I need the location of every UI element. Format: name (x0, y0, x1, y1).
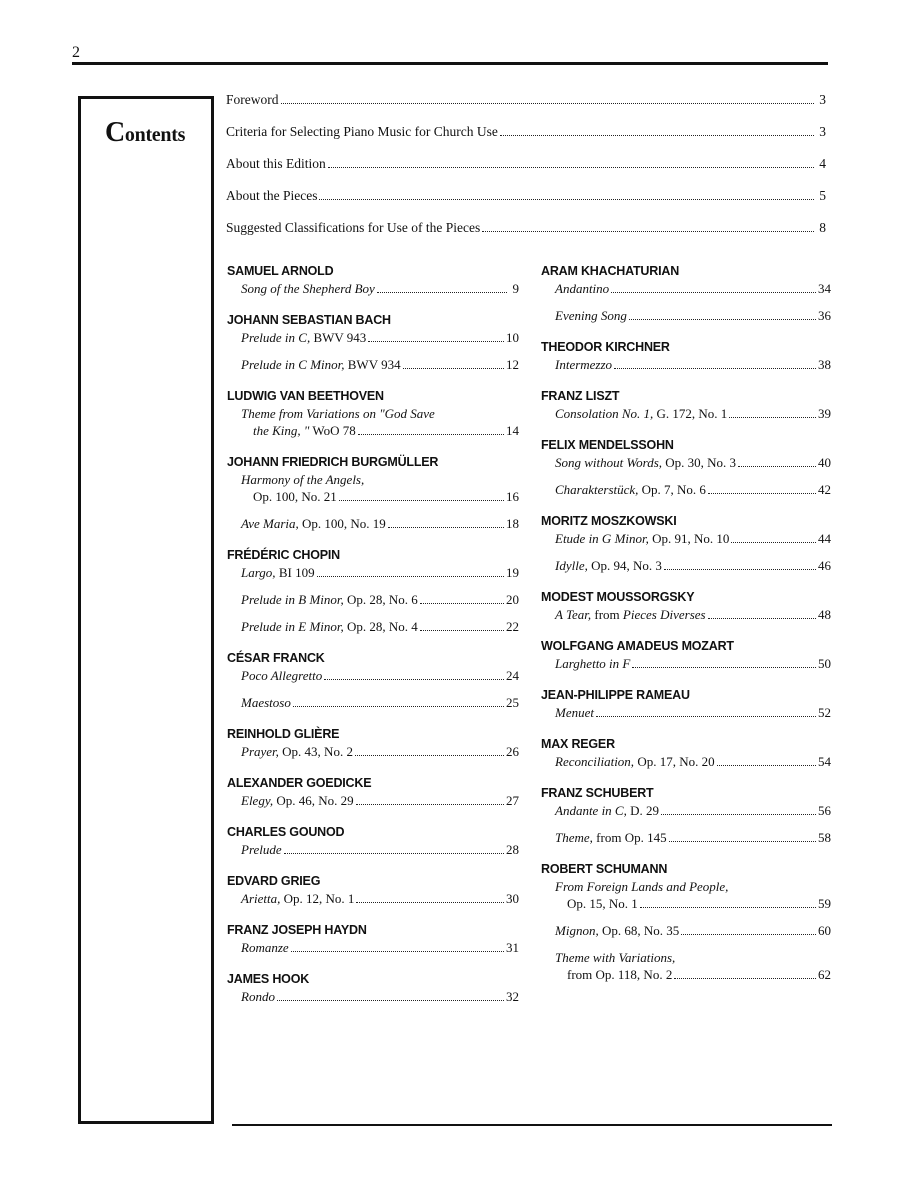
composer-name: ARAM KHACHATURIAN (541, 264, 680, 278)
composer-name: LUDWIG VAN BEETHOVEN (227, 389, 384, 403)
piece-title-wrap (555, 606, 706, 623)
dot-leader (291, 951, 504, 952)
dot-leader (681, 934, 816, 935)
dot-leader (661, 814, 816, 815)
piece-page: 30 (506, 891, 519, 906)
composer-name: FRÉDÉRIC CHOPIN (227, 548, 340, 562)
piece-title-wrap (241, 890, 354, 907)
piece-catalog: Op. 28, No. 6 (343, 592, 418, 607)
composer-name: CÉSAR FRANCK (227, 651, 325, 665)
piece-page: 31 (506, 940, 519, 955)
piece-title-line (555, 878, 831, 895)
piece-title-wrap (241, 988, 275, 1005)
piece-page: 50 (818, 656, 831, 671)
piece-entry (541, 606, 831, 623)
dot-leader (368, 341, 504, 342)
piece-entry (541, 557, 831, 574)
piece-entry (541, 307, 831, 324)
piece-page: 42 (818, 482, 831, 497)
piece-entry (227, 356, 519, 373)
piece-page: 22 (506, 619, 519, 634)
piece-page: 28 (506, 842, 519, 857)
piece-catalog: from (591, 607, 623, 622)
piece-entry (541, 802, 831, 819)
dot-leader (731, 542, 816, 543)
piece-title-wrap (241, 591, 418, 608)
piece-title-line (555, 949, 831, 966)
piece-page: 62 (818, 967, 831, 982)
piece-title: Song without Words, (555, 455, 663, 470)
piece-title-line (555, 966, 831, 983)
piece-page: 27 (506, 793, 519, 808)
composer-block (227, 311, 519, 373)
piece-page: 16 (506, 489, 519, 504)
contents-heading-initial: C (105, 117, 125, 148)
piece-title-continued (253, 422, 356, 439)
piece-title: Theme with Variations, (555, 950, 676, 965)
piece-title: Arietta, (241, 891, 281, 906)
piece-title-wrap (241, 356, 401, 373)
composer-block (227, 453, 519, 532)
composer-name: REINHOLD GLIÈRE (227, 727, 340, 741)
piece-title-wrap (241, 841, 282, 858)
piece-title: Prelude (241, 842, 282, 857)
piece-title: Larghetto in F (555, 656, 631, 671)
piece-title-wrap (241, 939, 289, 956)
piece-catalog: Op. 68, No. 35 (598, 923, 680, 938)
composer-name: JAMES HOOK (227, 972, 310, 986)
piece-page: 34 (818, 281, 831, 296)
composer-block (227, 970, 519, 1005)
piece-page: 52 (818, 705, 831, 720)
composer-block (541, 387, 831, 422)
piece-title: Etude in G Minor, (555, 531, 649, 546)
piece-catalog: from Op. 118, No. 2 (567, 967, 673, 982)
entry-title: Criteria for Selecting Piano Music for Church Use (226, 124, 498, 139)
dot-leader (328, 167, 814, 168)
composer-block (227, 649, 519, 711)
piece-title: Prelude in B Minor, (241, 592, 344, 607)
dot-leader (293, 706, 504, 707)
dot-leader (640, 907, 816, 908)
dot-leader (355, 755, 504, 756)
piece-page: 56 (818, 803, 831, 818)
piece-catalog: Op. 12, No. 1 (280, 891, 355, 906)
piece-catalog: Op. 15, No. 1 (567, 896, 638, 911)
piece-title: Idylle, (555, 558, 588, 573)
dot-leader (281, 103, 815, 104)
piece-collection: Pieces Diverses (622, 607, 706, 622)
front-matter-entry (226, 188, 826, 220)
piece-title-line (241, 471, 519, 488)
piece-entry (227, 988, 519, 1005)
composer-block (541, 784, 831, 846)
piece-catalog: BWV 943 (310, 330, 367, 345)
top-rule (72, 62, 828, 65)
entry-title: About this Edition (226, 156, 326, 171)
dot-leader (500, 135, 814, 136)
composer-name: FRANZ SCHUBERT (541, 786, 654, 800)
piece-title-wrap (555, 922, 679, 939)
composer-name: FRANZ LISZT (541, 389, 620, 403)
piece-page: 60 (818, 923, 831, 938)
piece-title-wrap (555, 704, 594, 721)
piece-entry (227, 329, 519, 346)
piece-title-continued (567, 966, 672, 983)
piece-title: Ave Maria, (241, 516, 299, 531)
front-matter-entry (226, 220, 826, 252)
piece-title-wrap (241, 564, 315, 581)
piece-entry (541, 454, 831, 471)
piece-title-wrap (555, 829, 667, 846)
piece-page: 19 (506, 565, 519, 580)
composer-name: WOLFGANG AMADEUS MOZART (541, 639, 734, 653)
dot-leader (377, 292, 507, 293)
piece-entry (227, 792, 519, 809)
front-matter-entry (226, 124, 826, 156)
composer-block (227, 387, 519, 439)
composer-block (227, 921, 519, 956)
entry-page: 3 (819, 124, 826, 139)
piece-title-wrap (241, 743, 353, 760)
piece-catalog: BI 109 (275, 565, 315, 580)
piece-title: the King, " (253, 423, 310, 438)
piece-entry (227, 618, 519, 635)
piece-catalog: Op. 30, No. 3 (662, 455, 737, 470)
piece-entry (541, 280, 831, 297)
dot-leader (729, 417, 816, 418)
piece-catalog: WoO 78 (309, 423, 356, 438)
piece-catalog: BWV 934 (344, 357, 401, 372)
piece-entry (541, 530, 831, 547)
page-number: 2 (72, 44, 80, 61)
piece-title: Charakterstück, (555, 482, 639, 497)
composer-name: SAMUEL ARNOLD (227, 264, 334, 278)
piece-title-line (241, 422, 519, 439)
composer-block (541, 262, 831, 324)
bottom-rule (232, 1124, 832, 1126)
dot-leader (358, 434, 504, 435)
composer-block (541, 436, 831, 498)
piece-title-wrap (555, 481, 706, 498)
piece-page: 9 (512, 281, 519, 296)
dot-leader (738, 466, 816, 467)
piece-entry (541, 753, 831, 770)
right-composer-column (541, 262, 831, 997)
piece-page: 12 (506, 357, 519, 372)
entry-page: 8 (819, 220, 826, 235)
piece-entry (541, 405, 831, 422)
piece-entry (227, 890, 519, 907)
piece-page: 39 (818, 406, 831, 421)
piece-page: 58 (818, 830, 831, 845)
piece-title-wrap (241, 792, 354, 809)
left-composer-column (227, 262, 519, 1019)
dot-leader (319, 199, 814, 200)
piece-entry (541, 829, 831, 846)
dot-leader (317, 576, 504, 577)
piece-page: 24 (506, 668, 519, 683)
piece-title-wrap (555, 557, 662, 574)
composer-name: MORITZ MOSZKOWSKI (541, 514, 677, 528)
composer-name: THEODOR KIRCHNER (541, 340, 670, 354)
piece-title: Harmony of the Angels, (241, 472, 365, 487)
piece-catalog: D. 29 (626, 803, 659, 818)
piece-title: Poco Allegretto (241, 668, 323, 683)
piece-title: Romanze (241, 940, 289, 955)
dot-leader (420, 630, 504, 631)
dot-leader (403, 368, 504, 369)
piece-title: Theme from Variations on "God Save (241, 406, 435, 421)
piece-title-wrap (555, 356, 612, 373)
piece-title: Prelude in C Minor, (241, 357, 345, 372)
composer-block (541, 338, 831, 373)
dot-leader (669, 841, 816, 842)
piece-entry (227, 939, 519, 956)
composer-name: ALEXANDER GOEDICKE (227, 776, 372, 790)
piece-title-wrap (241, 618, 418, 635)
piece-title: Rondo (241, 989, 275, 1004)
piece-title: Maestoso (241, 695, 291, 710)
composer-block (227, 774, 519, 809)
piece-title: Andantino (555, 281, 610, 296)
piece-title: Prelude in E Minor, (241, 619, 344, 634)
piece-entry (227, 280, 519, 297)
piece-entry (541, 949, 831, 983)
piece-title-wrap (555, 655, 630, 672)
piece-title-continued (253, 488, 337, 505)
piece-entry (227, 743, 519, 760)
composer-name: JOHANN SEBASTIAN BACH (227, 313, 391, 327)
piece-entry (227, 405, 519, 439)
piece-page: 25 (506, 695, 519, 710)
piece-title: Prelude in C, (241, 330, 311, 345)
dot-leader (611, 292, 816, 293)
piece-title: Intermezzo (555, 357, 613, 372)
composer-name: MODEST MOUSSORGSKY (541, 590, 695, 604)
composer-block (541, 512, 831, 574)
piece-catalog: Op. 94, No. 3 (587, 558, 662, 573)
piece-title-wrap (241, 694, 291, 711)
dot-leader (632, 667, 816, 668)
piece-entry (541, 356, 831, 373)
piece-catalog: Op. 43, No. 2 (278, 744, 353, 759)
dot-leader (674, 978, 816, 979)
piece-title: Andante in C, (555, 803, 627, 818)
piece-entry (227, 591, 519, 608)
piece-catalog: Op. 100, No. 19 (298, 516, 386, 531)
contents-sidebar-box (78, 96, 214, 1124)
piece-page: 26 (506, 744, 519, 759)
composer-name: FRANZ JOSEPH HAYDN (227, 923, 367, 937)
dot-leader (482, 231, 814, 232)
composer-block (227, 725, 519, 760)
composer-name: EDVARD GRIEG (227, 874, 321, 888)
piece-page: 38 (818, 357, 831, 372)
dot-leader (717, 765, 816, 766)
piece-title: Elegy, (241, 793, 274, 808)
piece-title-wrap (555, 280, 609, 297)
piece-page: 46 (818, 558, 831, 573)
entry-title: Suggested Classifications for Use of the Pieces (226, 220, 481, 235)
front-matter-list (226, 92, 826, 252)
piece-entry (227, 564, 519, 581)
piece-page: 32 (506, 989, 519, 1004)
dot-leader (664, 569, 816, 570)
piece-catalog: Op. 46, No. 29 (273, 793, 354, 808)
piece-title-wrap (241, 667, 322, 684)
dot-leader (708, 618, 816, 619)
piece-page: 59 (818, 896, 831, 911)
composer-name: JEAN-PHILIPPE RAMEAU (541, 688, 690, 702)
dot-leader (324, 679, 504, 680)
piece-title: Largo, (241, 565, 276, 580)
piece-page: 54 (818, 754, 831, 769)
entry-page: 3 (819, 92, 826, 107)
composer-block (227, 823, 519, 858)
composer-name: MAX REGER (541, 737, 615, 751)
piece-title: Mignon, (555, 923, 599, 938)
piece-title-wrap (555, 530, 729, 547)
piece-catalog: from Op. 145 (592, 830, 667, 845)
piece-entry (227, 515, 519, 532)
dot-leader (356, 902, 504, 903)
piece-catalog: Op. 28, No. 4 (343, 619, 418, 634)
piece-title-wrap (555, 802, 659, 819)
piece-title: Reconciliation, (555, 754, 635, 769)
dot-leader (388, 527, 504, 528)
piece-title-line (555, 895, 831, 912)
piece-page: 18 (506, 516, 519, 531)
piece-title-wrap (555, 307, 627, 324)
dot-leader (708, 493, 816, 494)
piece-page: 40 (818, 455, 831, 470)
piece-page: 10 (506, 330, 519, 345)
piece-title-wrap (241, 329, 366, 346)
composer-block (541, 588, 831, 623)
piece-entry (541, 655, 831, 672)
piece-entry (227, 841, 519, 858)
piece-title-line (241, 488, 519, 505)
piece-title: Consolation No. 1, (555, 406, 654, 421)
composer-block (227, 546, 519, 635)
piece-title-wrap (241, 280, 375, 297)
piece-title-wrap (555, 454, 736, 471)
piece-catalog: Op. 17, No. 20 (634, 754, 715, 769)
piece-catalog: Op. 91, No. 10 (648, 531, 730, 546)
dot-leader (284, 853, 504, 854)
piece-catalog: Op. 7, No. 6 (638, 482, 706, 497)
piece-entry (227, 667, 519, 684)
composer-block (227, 262, 519, 297)
dot-leader (356, 804, 504, 805)
composer-name: JOHANN FRIEDRICH BURGMÜLLER (227, 455, 439, 469)
piece-page: 36 (818, 308, 831, 323)
contents-heading-rest: ontents (124, 124, 186, 146)
piece-entry (227, 471, 519, 505)
contents-heading (105, 117, 185, 149)
piece-page: 44 (818, 531, 831, 546)
piece-title-wrap (241, 515, 386, 532)
piece-page: 14 (506, 423, 519, 438)
piece-entry (541, 481, 831, 498)
composer-block (227, 872, 519, 907)
composer-name: FELIX MENDELSSOHN (541, 438, 674, 452)
dot-leader (339, 500, 504, 501)
piece-title: Song of the Shepherd Boy (241, 281, 375, 296)
piece-title-wrap (555, 405, 727, 422)
piece-title-continued (567, 895, 638, 912)
piece-title: From Foreign Lands and People, (555, 879, 729, 894)
piece-entry (541, 878, 831, 912)
dot-leader (614, 368, 816, 369)
entry-title: Foreword (226, 92, 279, 107)
piece-title: Evening Song (555, 308, 627, 323)
composer-name: ROBERT SCHUMANN (541, 862, 668, 876)
front-matter-entry (226, 92, 826, 124)
piece-catalog: G. 172, No. 1 (653, 406, 728, 421)
entry-page: 4 (819, 156, 826, 171)
composer-block (541, 637, 831, 672)
piece-title: Menuet (555, 705, 594, 720)
dot-leader (420, 603, 504, 604)
piece-title: Theme, (555, 830, 593, 845)
composer-name: CHARLES GOUNOD (227, 825, 345, 839)
piece-entry (541, 922, 831, 939)
dot-leader (596, 716, 816, 717)
dot-leader (629, 319, 816, 320)
piece-title: A Tear, (555, 607, 592, 622)
front-matter-entry (226, 156, 826, 188)
piece-page: 20 (506, 592, 519, 607)
piece-catalog: Op. 100, No. 21 (253, 489, 337, 504)
composer-block (541, 735, 831, 770)
dot-leader (277, 1000, 504, 1001)
piece-title-line (241, 405, 519, 422)
entry-page: 5 (819, 188, 826, 203)
piece-page: 48 (818, 607, 831, 622)
piece-title: Prayer, (241, 744, 279, 759)
entry-title: About the Pieces (226, 188, 318, 203)
piece-title-wrap (555, 753, 715, 770)
composer-block (541, 686, 831, 721)
composer-block (541, 860, 831, 983)
piece-entry (227, 694, 519, 711)
piece-entry (541, 704, 831, 721)
